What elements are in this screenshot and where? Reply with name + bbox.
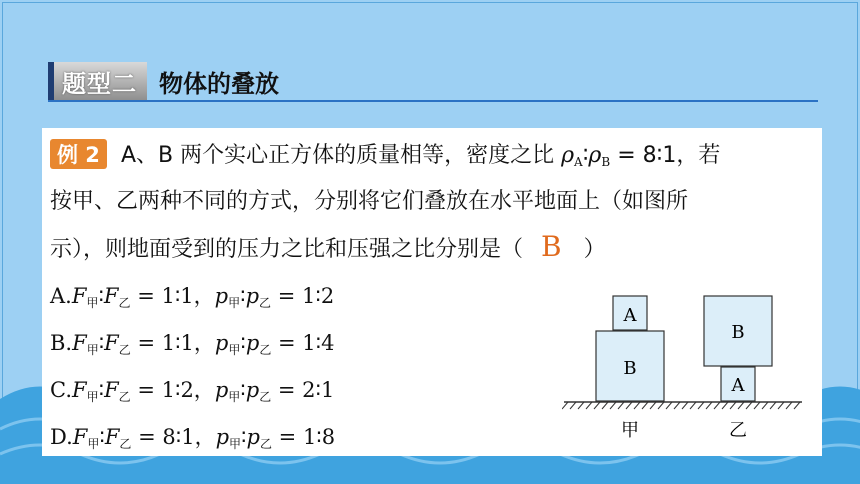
block-b-left [596, 331, 664, 401]
option-b: $B.F_甲∶F_乙$ = 1∶1，$p_甲∶p_乙$ = 1∶4 [50, 331, 335, 357]
svg-text:A: A [623, 305, 637, 326]
ground-line [562, 402, 802, 409]
caption-jia: 甲 [621, 420, 639, 441]
block-a-left [613, 296, 647, 330]
header-rule [48, 100, 818, 102]
question-line-3 [50, 230, 606, 263]
rho-a: $\rho_A$ [561, 143, 583, 169]
section-title: 物体的叠放 [159, 69, 279, 98]
section-tag: 题型二 [48, 62, 147, 100]
question-line-1 [50, 138, 720, 169]
option-a: $A.F_甲∶F_乙$ = 1∶1，$p_甲∶p_乙$ = 1∶2 [50, 284, 335, 310]
option-d: $D.F_甲∶F_乙$ = 8∶1，$p_甲∶p_乙$ = 1∶8 [50, 425, 336, 451]
section-header [48, 62, 818, 100]
svg-text:A: A [731, 375, 745, 396]
question-text-3-end: ） [583, 237, 606, 262]
block-a-right [721, 367, 755, 401]
question-card [42, 128, 822, 456]
svg-text:B: B [623, 358, 637, 379]
question-text-3: 示），则地面受到的压力之比和压强之比分别是（ [50, 237, 524, 262]
question-text-1: A、B 两个实心正方体的质量相等，密度之比 [120, 143, 555, 168]
ratio-colon: ∶ [582, 143, 589, 168]
stacking-figure [562, 288, 822, 458]
caption-yi: 乙 [729, 420, 747, 441]
density-ratio: = 8∶1，若 [617, 143, 721, 168]
answer-mark: B [541, 230, 562, 263]
block-b-right [704, 296, 772, 366]
svg-text:B: B [731, 322, 745, 343]
rho-b: $\rho_B$ [588, 143, 611, 169]
question-line-2: 按甲、乙两种不同的方式，分别将它们叠放在水平地面上（如图所 [50, 189, 689, 214]
example-label: 例 2 [50, 139, 107, 169]
option-c: $C.F_甲∶F_乙$ = 1∶2，$p_甲∶p_乙$ = 2∶1 [50, 378, 335, 404]
